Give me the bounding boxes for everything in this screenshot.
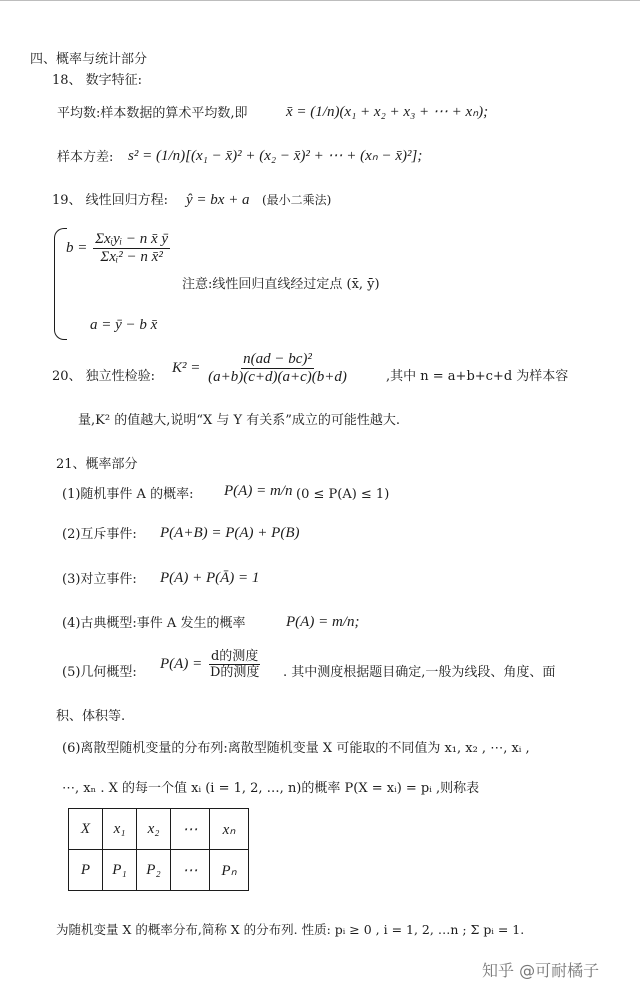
table-cell: x₁ <box>103 809 137 850</box>
item-21-title: 21、概率部分 <box>56 457 138 472</box>
p2-formula: P(A+B) = P(A) + P(B) <box>160 525 300 541</box>
p6-line2: ⋯, xₙ . X 的每一个值 xᵢ (i = 1, 2, …, n)的概率 P(X = xᵢ) = pᵢ ,则称表 <box>62 781 480 796</box>
b-numerator: Σxᵢyᵢ − n x̄ ȳ <box>95 231 169 247</box>
regression-equation: ŷ = bx + a <box>186 192 250 208</box>
item-18-title: 18、 数字特征: <box>52 73 143 88</box>
table-cell: xₙ <box>210 809 249 850</box>
chi-square-numerator: n(ad − bc)² <box>243 351 312 367</box>
p5-numerator: d的测度 <box>210 649 259 664</box>
regression-note: 注意:线性回归直线经过定点 (x̄, ȳ) <box>182 277 380 292</box>
watermark: 知乎 @可耐橘子 <box>482 961 600 980</box>
table-row <box>69 809 249 850</box>
chi-square-formula: K² = $\frac{\text{n(ad − bc)²}}{(a+b)(c+d)(a+c)(b+d)}$ <box>172 351 347 385</box>
table-cell: X <box>69 809 103 850</box>
b-formula: b = $\frac{\text{Σxᵢyᵢ − n x̄ ȳ}}{\text{Σxᵢ² − n x̄²}}$ <box>66 231 169 265</box>
p5-label: (5)几何概型: <box>62 665 137 680</box>
mean-formula: x̄ = (1/n)(x₁ + x₂ + x₃ + ⋯ + xₙ); <box>286 104 489 120</box>
mean-label: 平均数:样本数据的算术平均数,即 <box>57 106 248 121</box>
p4-label: (4)古典概型:事件 A 发生的概率 <box>62 616 246 631</box>
table-cell: ⋯ <box>171 850 210 891</box>
p6-line1: (6)离散型随机变量的分布列:离散型随机变量 X 可能取的不同值为 x₁, x₂ , ⋯, xᵢ , <box>62 741 530 756</box>
distribution-table <box>68 808 249 891</box>
p5-formula: P(A) = $\frac{\text{d的测度}}{\text{D的测度}}$ <box>160 649 260 680</box>
chi-square-denominator: (a+b)(c+d)(a+c)(b+d) <box>208 369 347 385</box>
p1-condition: (0 ≤ P(A) ≤ 1) <box>296 487 390 502</box>
section-heading: 四、概率与统计部分 <box>30 52 148 67</box>
table-cell: x₂ <box>137 809 171 850</box>
closing-line: 为随机变量 X 的概率分布,简称 X 的分布列. 性质: pᵢ ≥ 0 , i = 1, 2, …n ; Σ pᵢ = 1. <box>56 922 525 937</box>
table-cell: P <box>69 850 103 891</box>
a-formula: a = ȳ − b x̄ <box>90 317 158 333</box>
item-20-line1-tail: ,其中 n = a+b+c+d 为样本容 <box>386 369 569 384</box>
table-cell: P₂ <box>137 850 171 891</box>
p5-line2: 积、体积等. <box>56 709 126 724</box>
variance-formula: s² = (1/n)[(x₁ − x̄)² + (x₂ − x̄)² + ⋯ + (xₙ − x̄)²]; <box>128 148 423 164</box>
p4-formula: P(A) = m/n; <box>286 614 360 630</box>
top-rule <box>0 0 640 1</box>
p3-label: (3)对立事件: <box>62 572 137 587</box>
p1-formula: P(A) = m/n <box>224 483 293 499</box>
table-cell: Pₙ <box>210 850 249 891</box>
table-row <box>69 850 249 891</box>
table-cell: P₁ <box>103 850 137 891</box>
item-20-line2: 量,K² 的值越大,说明“X 与 Y 有关系”成立的可能性越大. <box>78 413 400 428</box>
p3-formula: P(A) + P(Ā) = 1 <box>160 570 260 586</box>
item-20-title: 20、 独立性检验: <box>52 369 156 384</box>
p2-label: (2)互斥事件: <box>62 527 137 542</box>
variance-label: 样本方差: <box>57 150 114 165</box>
p5-tail: . 其中测度根据题目确定,一般为线段、角度、面 <box>283 665 556 680</box>
p5-denominator: D的测度 <box>209 665 260 680</box>
p1-label: (1)随机事件 A 的概率: <box>62 487 194 502</box>
table-cell: ⋯ <box>171 809 210 850</box>
item-19-title: 19、 线性回归方程: <box>52 193 169 208</box>
b-denominator: Σxᵢ² − n x̄² <box>100 249 163 265</box>
least-squares-note: (最小二乘法) <box>262 193 332 207</box>
